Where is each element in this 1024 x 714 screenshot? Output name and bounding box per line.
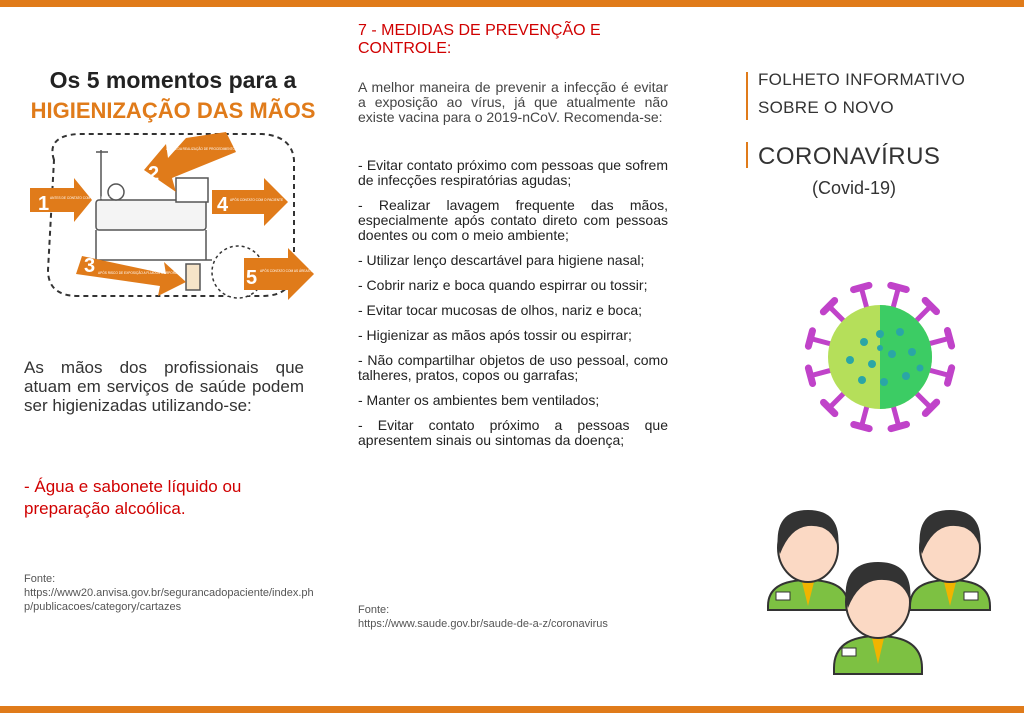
step-1-label: ANTES DE CONTATO COM O PACIENTE bbox=[50, 196, 111, 200]
step-1-number: 1 bbox=[38, 193, 50, 215]
hand-hygiene-infographic bbox=[26, 60, 350, 322]
step-3-label: APÓS RISCO DE EXPOSIÇÃO A FLUIDOS CORPORAIS bbox=[98, 271, 181, 275]
virus-spike-cap bbox=[891, 285, 906, 289]
header-rule-bottom bbox=[746, 142, 748, 168]
right-panel bbox=[680, 0, 1024, 706]
step-5-number: 5 bbox=[246, 267, 258, 289]
virus-spike-cap bbox=[891, 424, 906, 428]
left-source-url: https://www20.anvisa.gov.br/segurancadopaciente/index.php/publicacoes/category/cartazes bbox=[24, 587, 314, 613]
person-left bbox=[768, 510, 848, 610]
step-4-number: 4 bbox=[217, 194, 229, 216]
list-item: - Utilizar lenço descartável para higiene nasal; bbox=[358, 252, 645, 268]
virus-spike-cap bbox=[808, 331, 812, 346]
person-center bbox=[834, 562, 922, 674]
person-right bbox=[910, 510, 990, 610]
header-rule-top bbox=[746, 72, 748, 120]
hygiene-method-highlight: - Água e sabonete líquido ou preparação alcoólica. bbox=[24, 477, 242, 518]
list-item: - Evitar tocar mucosas de olhos, nariz e boca; bbox=[358, 302, 643, 318]
step-2-label: ANTES DA REALIZAÇÃO DE PROCEDIMENTO ASSÉPTICO bbox=[166, 147, 254, 151]
health-workers-icon bbox=[760, 496, 1010, 676]
list-item: - Evitar contato próximo com pessoas que sofrem de infecções respiratórias agudas; bbox=[358, 157, 668, 188]
bottom-accent-bar bbox=[0, 706, 1024, 713]
left-source bbox=[24, 572, 314, 614]
header-covid19: (Covid-19) bbox=[812, 178, 897, 198]
list-item: - Realizar lavagem frequente das mãos, especialmente após contato direto com pessoas doentes ou com o meio ambiente; bbox=[358, 197, 668, 243]
virus-spike-cap bbox=[854, 425, 869, 429]
step-3-number: 3 bbox=[84, 255, 96, 277]
step-4 bbox=[212, 178, 288, 226]
virus-spike-cap bbox=[854, 285, 869, 289]
middle-panel bbox=[340, 0, 680, 706]
header-line1: FOLHETO INFORMATIVO bbox=[758, 70, 966, 89]
prevention-list bbox=[358, 158, 668, 458]
virus-icon bbox=[780, 272, 980, 442]
middle-source-url: https://www.saude.gov.br/saude-de-a-z/coronavirus bbox=[358, 618, 608, 630]
step-5-label: APÓS CONTATO COM AS ÁREAS PRÓXIMAS AO PACIENTE bbox=[260, 269, 350, 273]
step-2-number: 2 bbox=[148, 163, 160, 185]
middle-source bbox=[358, 603, 668, 631]
left-panel bbox=[0, 0, 350, 706]
section-title: 7 - MEDIDAS DE PREVENÇÃO E CONTROLE: bbox=[358, 22, 601, 57]
virus-spike-cap bbox=[948, 368, 952, 383]
list-item: - Cobrir nariz e boca quando espirrar ou tossir; bbox=[358, 277, 648, 293]
infographic-title-line1: Os 5 momentos para a bbox=[49, 67, 297, 93]
prevention-intro: A melhor maneira de prevenir a infecção é evitar a exposição ao vírus, já que atualmente não existe vacina para o 2019-nCoV. Recomenda-se: bbox=[358, 79, 668, 125]
list-item: - Manter os ambientes bem ventilados; bbox=[358, 392, 600, 408]
virus-spike-cap bbox=[947, 331, 951, 346]
infographic-title-line2: HIGIENIZAÇÃO DAS MÃOS bbox=[30, 98, 316, 123]
step-4-label: APÓS CONTATO COM O PACIENTE bbox=[230, 198, 284, 202]
left-source-label: Fonte: bbox=[24, 573, 56, 585]
middle-source-label: Fonte: bbox=[358, 604, 390, 616]
virus-spike-cap bbox=[808, 368, 812, 383]
header-coronavirus: CORONAVÍRUS bbox=[758, 143, 941, 170]
list-item: - Higienizar as mãos após tossir ou espirrar; bbox=[358, 327, 632, 343]
hand-hygiene-text: As mãos dos profissionais que atuam em serviços de saúde podem ser higienizadas utilizando-se: bbox=[24, 358, 304, 415]
step-3 bbox=[76, 255, 186, 296]
list-item: - Não compartilhar objetos de uso pessoal, como talheres, pratos, copos ou garrafas; bbox=[358, 352, 668, 383]
list-item: - Evitar contato próximo a pessoas que apresentem sinais ou sintomas da doença; bbox=[358, 417, 668, 448]
header-line2: SOBRE O NOVO bbox=[758, 98, 894, 117]
